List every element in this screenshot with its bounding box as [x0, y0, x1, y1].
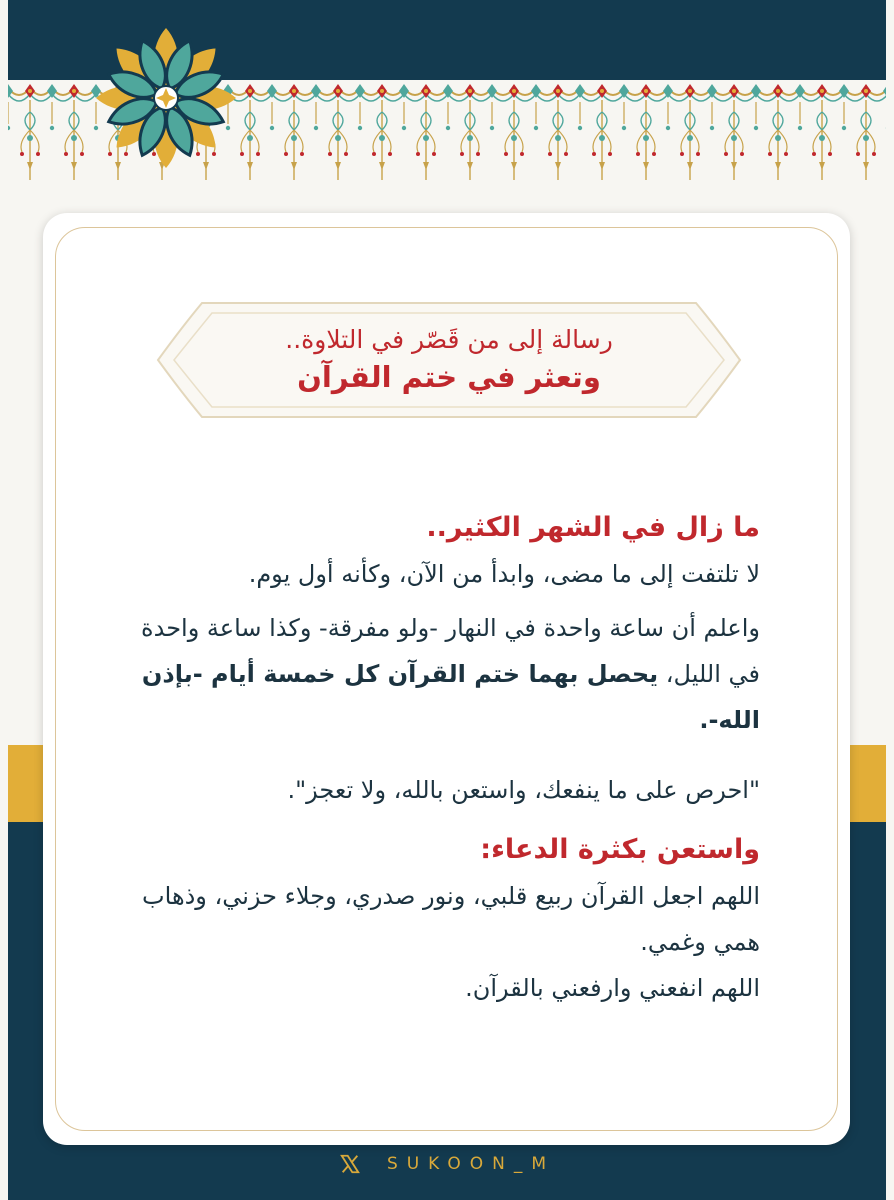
heading-still-much-of-month: ما زال في الشهر الكثير.. — [426, 512, 760, 543]
title-line-2: وتعثر في ختم القرآن — [297, 360, 601, 394]
message-body — [123, 505, 760, 1011]
x-logo-icon — [339, 1153, 361, 1175]
account-handle: SUKOON_M — [386, 1154, 556, 1174]
paragraph-regular-text: واعلم أن ساعة واحدة في النهار -ولو مفرقة- وكذا ساعة واحدة في الليل، — [141, 614, 760, 688]
title-block — [154, 297, 744, 423]
heading-seek-help-dua: واستعن بكثرة الدعاء: — [480, 834, 760, 865]
body-paragraph-hours — [123, 605, 760, 743]
hadith-quote: "احرص على ما ينفعك، واستعن بالله، ولا تعجز". — [287, 776, 760, 804]
footer — [0, 1146, 894, 1182]
title-line-1: رسالة إلى من قَصّر في التلاوة.. — [285, 325, 613, 354]
dua-line-1: اللهم اجعل القرآن ربيع قلبي، ونور صدري، وجلاء حزني، وذهاب همي وغمي. — [142, 882, 760, 956]
message-card — [43, 213, 850, 1145]
dua-line-2: اللهم انفعني وارفعني بالقرآن. — [465, 974, 760, 1002]
rosette-ornament-icon — [88, 20, 244, 176]
body-line-start-now: لا تلتفت إلى ما مضى، وابدأ من الآن، وكأنه أول يوم. — [248, 560, 760, 588]
paragraph-bold-text: يحصل بهما ختم القرآن كل خمسة أيام -بإذن الله-. — [141, 660, 760, 734]
